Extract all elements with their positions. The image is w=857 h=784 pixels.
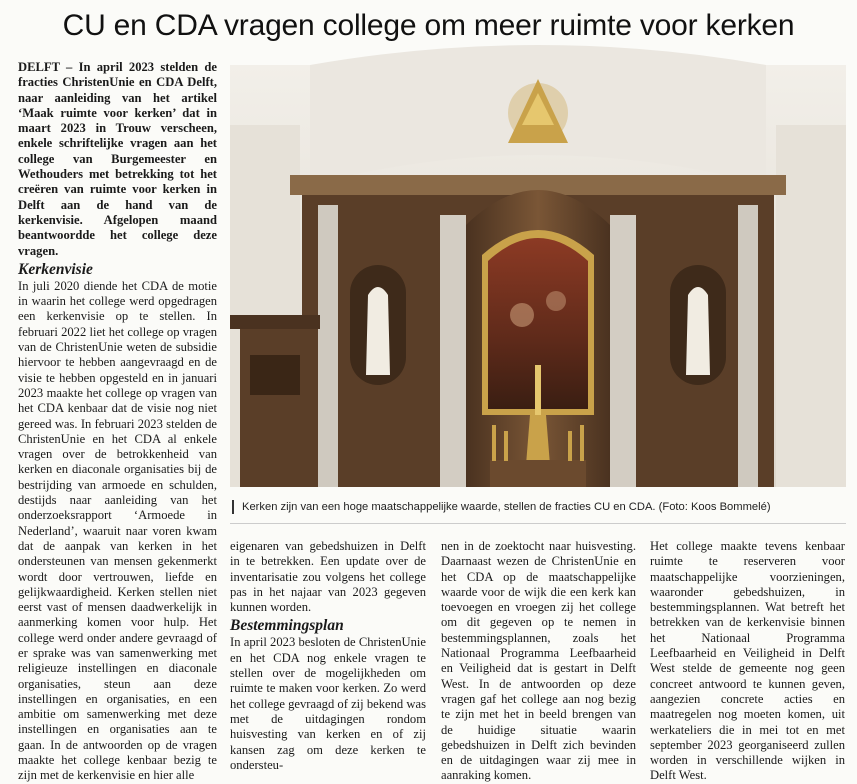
caption-bar bbox=[232, 500, 234, 514]
column-right-inner bbox=[610, 215, 636, 487]
article-intro: DELFT – In april 2023 stelden de fracties ChristenUnie en CDA Delft, naar aanleiding van het artikel ‘Maak ruimte voor kerken’ dat in maart 2023 in Trouw verscheen, enkele schriftelijke vragen aan het college van Burgemeester en Wethouders met betrekking tot het creëren van ruimte voor kerken in Delft aan de hand van de kerkenvisie. Afgelopen maand beantwoordde het college deze vragen. bbox=[18, 60, 217, 258]
caption-text: Kerken zijn van een hoge maatschappelijke waarde, stellen de fracties CU en CDA. (Foto: Koos Bommelé) bbox=[242, 501, 771, 513]
statue-right bbox=[686, 287, 710, 375]
church-altar-image bbox=[230, 65, 846, 487]
pulpit bbox=[240, 329, 310, 487]
photo-caption bbox=[230, 494, 846, 520]
headline: CU en CDA vragen college om meer ruimte voor kerken bbox=[62, 9, 795, 42]
article-column-2 bbox=[230, 539, 426, 772]
statue-left bbox=[366, 287, 390, 375]
article-body-col2: eigenaren van gebedshuizen in Delft in te betrekken. Een update over de inventarisatie zou volgens het college pas in het najaar van 2023 gegeven kunnen worden. bbox=[230, 539, 426, 615]
article-body-col3: nen in de zoektocht naar huisvesting. Daarnaast wezen de ChristenUnie en het CDA op de maatschappelijke waarde voor de wijk die een kerk kan toevoegen en vroegen zij het college om dit gegeven op te nemen in bestemmingsplannen, zoals het Nationaal Programma Leefbaarheid en Veiligheid dat is gestart in Delft West. In de antwoorden op deze vragen gaf het college aan nog bezig te zijn met het in beeld brengen van de huidige situatie waarin gebedshuizen in Delft zich bevinden en de uitdagingen waar zij mee in aanraking komen. bbox=[441, 539, 636, 783]
column-right-outer bbox=[738, 205, 758, 487]
article-body-kerkenvisie: In juli 2020 diende het CDA de motie in waarin het college werd opgedragen een kerkenvisie op te stellen. In februari 2022 liet het college op vragen van de ChristenUnie weten de subsidie hiervoor te hebben aangevraagd en de visie te hebben opgesteld en in januari 2023 maakte het college op vragen van het CDA kenbaar dat de visie nog niet gereed was. In februari 2023 stelden de ChristenUnie en het CDA al enkele vragen over de betrokkenheid van kerken en diaconale organisaties bij de bestrijding van armoede en schulden, destijds naar aanleiding van het onderzoeksrapport ‘Armoede in Nederland’, waaruit naar voren kwam dat de aanpak van kerken in het ondersteunen van mensen gekenmerkt wordt door vertrouwen, liefde en gelijkwaardigheid. Kerken stellen niet eerst vast of mensen daadwerkelijk in aanmerking komen voor hulp. Het college werd onder andere gevraagd of er sprake was van samenwerking met religieuze instellingen en diaconale organisaties, steun aan deze instellingen en organisaties, en een ambitie om samenwerking met deze instellingen en organisaties aan te gaan. In de antwoorden op de vragen maakte het college kenbaar bezig te zijn met de kerkenvisie en hier alle bbox=[18, 278, 217, 783]
article-column-1 bbox=[18, 60, 217, 783]
caption-rule bbox=[230, 523, 846, 524]
article-column-3 bbox=[441, 539, 636, 783]
subheading-kerkenvisie: Kerkenvisie bbox=[18, 260, 93, 278]
article-body-col4: Het college maakte tevens kenbaar ruimte te reserveren voor maatschappelijke voorzieningen, waaronder gebedshuizen, in bestemmingsplannen. Wat betreft het betrekken van de kerkenvisie binnen het Nationaal Programma Leefbaarheid en Veiligheid in Delft West stelde de gemeente nog geen concreet antwoord te kunnen geven, aangezien concrete acties en maatregelen nog moeten komen, uit werkateliers die in mei tot en met september 2023 georganiseerd zullen worden in verschillende wijken in Delft West. bbox=[650, 539, 845, 783]
column-left-outer bbox=[318, 205, 338, 487]
church-photo bbox=[230, 65, 846, 487]
column-left-inner bbox=[440, 215, 466, 487]
article-body-bestemmingsplan: In april 2023 besloten de ChristenUnie en het CDA nog enkele vragen te stellen over de mogelijkheden om ruimte te maken voor kerken. Zo werd het college gevraagd of zij bekend was met de uitdagingen rondom huisvesting van kerken en of zij kansen zag om deze kerken te ondersteu- bbox=[230, 635, 426, 772]
subheading-bestemmingsplan: Bestemmingsplan bbox=[230, 617, 344, 635]
altar-cross bbox=[526, 415, 550, 465]
article-column-4 bbox=[650, 539, 845, 783]
